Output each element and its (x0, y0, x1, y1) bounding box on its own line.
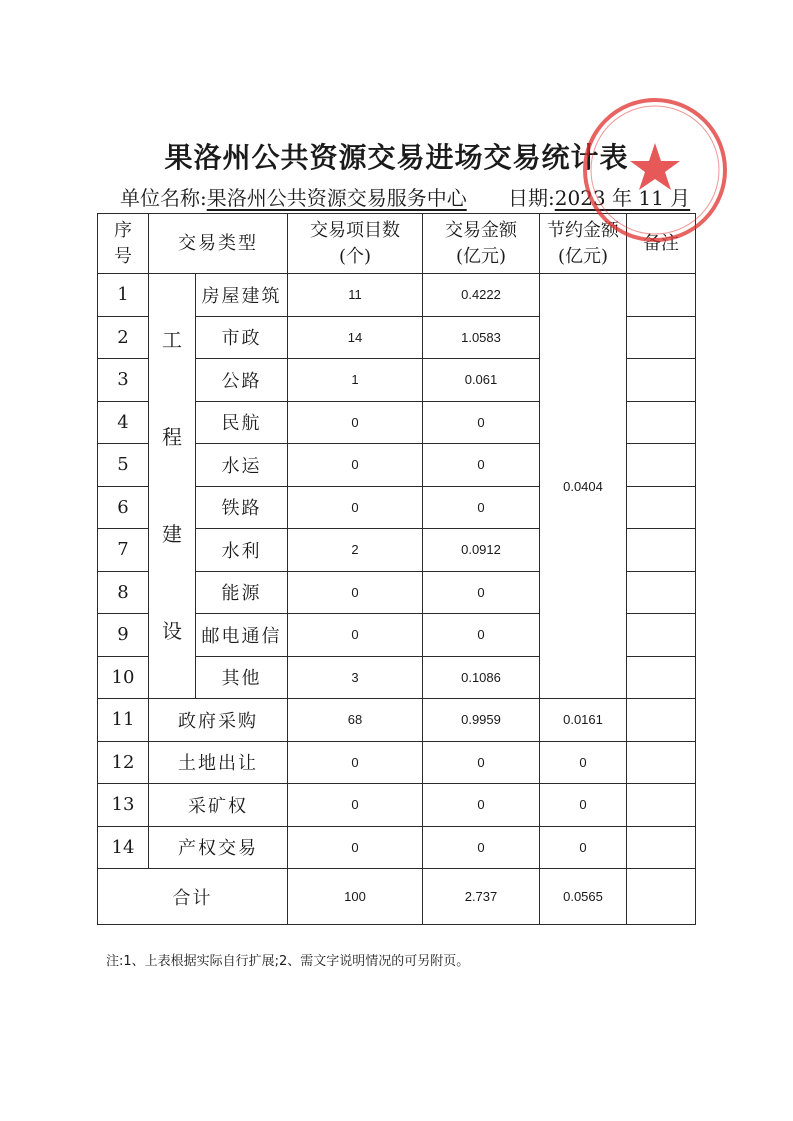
row-count: 11 (288, 274, 423, 317)
row-count: 0 (288, 784, 423, 827)
row-count: 3 (288, 656, 423, 699)
row-remark (627, 571, 696, 614)
row-remark (627, 359, 696, 402)
row-count: 68 (288, 699, 423, 742)
total-count: 100 (288, 869, 423, 925)
row-seq: 10 (98, 656, 149, 699)
row-count: 0 (288, 614, 423, 657)
row-count: 0 (288, 401, 423, 444)
row-seq: 1 (98, 274, 149, 317)
row-type: 水运 (196, 444, 288, 487)
row-amount: 0 (423, 741, 540, 784)
category-char: 工 (162, 328, 182, 352)
row-count: 0 (288, 444, 423, 487)
row-type: 土地出让 (149, 741, 288, 784)
row-count: 0 (288, 826, 423, 869)
row-type: 房屋建筑 (196, 274, 288, 317)
row-seq: 5 (98, 444, 149, 487)
row-amount: 0 (423, 784, 540, 827)
row-type: 产权交易 (149, 826, 288, 869)
date-value: 2023 年 11 月 (554, 186, 691, 210)
table-row (98, 826, 696, 869)
row-saving: 0 (540, 826, 627, 869)
row-type: 公路 (196, 359, 288, 402)
row-amount: 0.061 (423, 359, 540, 402)
page-title: 果洛州公共资源交易进场交易统计表 (164, 141, 629, 174)
row-seq: 12 (98, 741, 149, 784)
header-saving: 节约金额 (亿元) (540, 214, 627, 274)
row-saving: 0 (540, 784, 627, 827)
row-remark (627, 444, 696, 487)
row-remark (627, 529, 696, 572)
row-count: 0 (288, 486, 423, 529)
row-seq: 7 (98, 529, 149, 572)
row-count: 0 (288, 571, 423, 614)
total-amount: 2.737 (423, 869, 540, 925)
row-seq: 3 (98, 359, 149, 402)
row-count: 1 (288, 359, 423, 402)
date-label: 日期: (508, 186, 555, 210)
table-row (98, 784, 696, 827)
row-amount: 0.0912 (423, 529, 540, 572)
row-count: 2 (288, 529, 423, 572)
official-seal-stamp (580, 95, 730, 245)
total-saving: 0.0565 (540, 869, 627, 925)
category-char: 建 (162, 522, 182, 546)
row-type: 政府采购 (149, 699, 288, 742)
row-amount: 0 (423, 401, 540, 444)
total-row (98, 869, 696, 925)
category-engineering (149, 274, 196, 699)
row-amount: 0 (423, 486, 540, 529)
header-seq: 序号 (98, 214, 149, 274)
unit-label: 单位名称: (120, 186, 207, 210)
row-remark (627, 614, 696, 657)
row-saving: 0.0161 (540, 699, 627, 742)
row-type: 水利 (196, 529, 288, 572)
row-type: 铁路 (196, 486, 288, 529)
row-saving: 0 (540, 741, 627, 784)
row-type: 市政 (196, 316, 288, 359)
row-type: 能源 (196, 571, 288, 614)
row-amount: 0 (423, 826, 540, 869)
row-remark (627, 401, 696, 444)
row-seq: 4 (98, 401, 149, 444)
row-remark (627, 656, 696, 699)
row-amount: 0 (423, 571, 540, 614)
row-count: 14 (288, 316, 423, 359)
row-type: 民航 (196, 401, 288, 444)
row-remark (627, 826, 696, 869)
row-type: 其他 (196, 656, 288, 699)
total-label: 合计 (98, 869, 288, 925)
row-amount: 0.4222 (423, 274, 540, 317)
seal-star-icon (630, 143, 680, 190)
row-seq: 13 (98, 784, 149, 827)
row-seq: 6 (98, 486, 149, 529)
row-amount: 0 (423, 614, 540, 657)
row-remark (627, 274, 696, 317)
row-amount: 0.9959 (423, 699, 540, 742)
row-seq: 14 (98, 826, 149, 869)
row-remark (627, 486, 696, 529)
table-row (98, 741, 696, 784)
row-seq: 9 (98, 614, 149, 657)
header-remark: 备注 (627, 214, 696, 274)
row-amount: 0.1086 (423, 656, 540, 699)
row-count: 0 (288, 741, 423, 784)
header-type: 交易类型 (149, 214, 288, 274)
footnote: 注:1、上表根据实际自行扩展;2、需文字说明情况的可另附页。 (106, 954, 470, 969)
row-remark (627, 741, 696, 784)
table-row (98, 274, 696, 317)
category-char: 程 (162, 425, 182, 449)
unit-name (120, 182, 467, 211)
row-seq: 8 (98, 571, 149, 614)
row-remark (627, 699, 696, 742)
row-type: 采矿权 (149, 784, 288, 827)
unit-value: 果洛州公共资源交易服务中心 (206, 186, 467, 210)
row-remark (627, 784, 696, 827)
header-amount: 交易金额 (亿元) (423, 214, 540, 274)
row-seq: 11 (98, 699, 149, 742)
total-remark (627, 869, 696, 925)
row-type: 邮电通信 (196, 614, 288, 657)
row-amount: 0 (423, 444, 540, 487)
row-remark (627, 316, 696, 359)
engineering-saving: 0.0404 (540, 274, 627, 699)
row-amount: 1.0583 (423, 316, 540, 359)
header-count: 交易项目数 (个) (288, 214, 423, 274)
category-char: 设 (162, 619, 182, 643)
table-row (98, 699, 696, 742)
row-seq: 2 (98, 316, 149, 359)
statistics-table (97, 213, 696, 925)
